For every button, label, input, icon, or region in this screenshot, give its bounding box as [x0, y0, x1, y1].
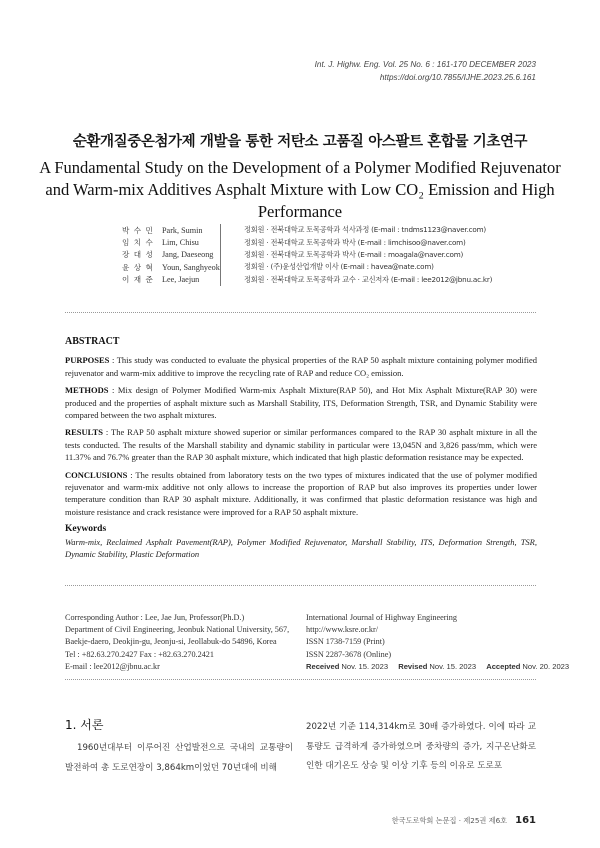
purposes-label: PURPOSES: [65, 355, 110, 366]
conclusions-label: CONCLUSIONS: [65, 469, 128, 480]
journal-name: International Journal of Highway Engineering: [306, 613, 457, 622]
keywords-text: Warm-mix, Reclaimed Asphalt Pavement(RAP), Polymer Modified Rejuvenator, Marshall Stability, ITS, Deformation Strength, TSR, Dynamic Stability, Plastic Deformation: [65, 536, 537, 560]
author-affiliation: 정회원 · 전북대학교 토목공학과 박사 (E-mail : limchisoo@naver.com): [244, 237, 466, 247]
author-english-name: Park, Sumin: [162, 225, 203, 235]
keywords-heading: Keywords: [65, 524, 107, 535]
article-dates: [306, 661, 577, 673]
section-heading-intro: 1. 서론: [65, 718, 104, 732]
author-affiliation: 정회원 · 전북대학교 토목공학과 박사 (E-mail : moagala@naver.com): [244, 249, 464, 259]
corr-author: Corresponding Author : Lee, Jae Jun, Professor(Ph.D.): [65, 613, 245, 622]
corr-dept: Department of Civil Engineering, Jeonbuk National University, 567,: [65, 625, 290, 635]
received-label: Received: [306, 661, 340, 671]
author-english-name: Youn, Sanghyeok: [162, 262, 220, 272]
corr-address: Baekje-daero, Deokjin-gu, Jeonju-si, Jeollabuk-do 54896, Korea: [65, 637, 277, 647]
abstract-heading: ABSTRACT: [65, 336, 120, 347]
divider-middle: [65, 585, 536, 586]
received-date: Nov. 15. 2023: [341, 661, 389, 671]
accepted-date: Nov. 20. 2023: [522, 661, 570, 671]
author-row: [122, 236, 492, 248]
revised-date: Nov. 15. 2023: [429, 661, 477, 671]
methods-label: METHODS: [65, 385, 109, 396]
author-korean-name: 윤 상 혁: [122, 262, 154, 272]
methods-text: : Mix design of Polymer Modified Warm-mix Asphalt Mixture(RAP 50), and Hot Mix Asphalt Mixture(RAP 30) were produced and the properties of asphalt mixture such as Marshall Stability, ITS, Deformation Strength, TSR, and Dynamic Stability were compared between the two asphalt mixtures.: [65, 385, 537, 421]
author-english-name: Jang, Daeseong: [162, 250, 214, 260]
purposes-text: : This study was conducted to evaluate the physical properties of the RAP 50 asphalt mixture containing polymer modified rejuvenator and warm-mix additive to improve the recycling rate of RAP and reduce CO₂ emission.: [65, 355, 537, 378]
footer-journal: 한국도로학회 논문집 · 제25권 제6호: [391, 816, 508, 825]
author-english-name: Lee, Jaejun: [162, 275, 200, 285]
abstract-results: [65, 426, 537, 463]
corr-phone: Tel : +82.63.270.2427 Fax : +82.63.270.2421: [65, 649, 214, 659]
issn-online: ISSN 2287-3678 (Online): [306, 649, 392, 659]
author-row: [122, 249, 492, 261]
journal-url[interactable]: http://www.ksre.or.kr/: [306, 625, 379, 635]
journal-reference: [315, 59, 536, 84]
accepted-label: Accepted: [486, 661, 521, 671]
page-footer: [392, 815, 536, 826]
author-korean-name: 장 대 성: [122, 250, 154, 260]
results-label: RESULTS: [65, 427, 103, 438]
conclusions-text: : The results obtained from laboratory tests on the two types of mixtures indicated that the use of polymer modified rejuvenator and warm-mix additive not only allows to increase the proportion of RAP but also improves its properties under lower temperature condition than RAP 30 asphalt mixture. Additionally, it was confirmed that plastic deformation resistance was high and moisture resistance and crack resistance were improved for a RAP 50 asphalt mixture.: [65, 469, 537, 517]
author-row: [122, 224, 492, 236]
intro-left-column: 1960년대부터 이루어진 산업발전으로 국내의 교통량이 발전하여 총 도로연장이 3,864km이었던 70년대에 비해: [65, 743, 293, 773]
issn-print: ISSN 1738-7159 (Print): [306, 637, 385, 647]
abstract-methods: [65, 384, 537, 421]
abstract-section: [65, 336, 537, 561]
correspondence-block: [65, 612, 289, 673]
divider-top: [65, 312, 536, 313]
author-divider: [220, 224, 221, 286]
title-korean: 순환개질중온첨가제 개발을 통한 저탄소 고품질 아스팔트 혼합물 기초연구: [72, 134, 528, 150]
author-korean-name: 박 수 민: [122, 225, 154, 235]
journal-info-block: [306, 612, 577, 673]
author-list: [122, 224, 492, 286]
author-affiliation: 정회원 · (주)윤성산업개발 이사 (E-mail : havea@nate.com): [244, 262, 434, 272]
journal-citation: Int. J. Highw. Eng. Vol. 25 No. 6 : 161-170 DECEMBER 2023: [314, 60, 536, 69]
author-row: [122, 261, 492, 273]
author-english-name: Lim, Chisu: [162, 238, 199, 248]
author-row: [122, 274, 492, 286]
doi-link[interactable]: https://doi.org/10.7855/IJHE.2023.25.6.161: [379, 72, 536, 82]
results-text: : The RAP 50 asphalt mixture showed superior or similar performances compared to the RAP 30 asphalt mixture in all the tests conducted. The results of the Marshall stability and dynamic stability in particular were 13,045N and 3,826 pass/mm, which were 11.37% and 76.7% greater than the RAP 30 asphalt mixture, which indicated that high plastic deformation resistance may be expected.: [65, 427, 537, 463]
intro-right-column: 2022년 기준 114,314km로 30배 증가하였다. 이에 따라 교통량도 급격하게 증가하였으며 중차량의 증가, 지구온난화로 인한 대기온도 상승 및 이상 기후 등의 이유로 도로포: [306, 722, 536, 771]
abstract-conclusions: [65, 469, 537, 519]
author-affiliation: 정회원 · 전북대학교 토목공학과 교수 · 교신저자 (E-mail : lee2012@jbnu.ac.kr): [244, 274, 493, 284]
author-affiliation: 정회원 · 전북대학교 토목공학과 석사과정 (E-mail : tndms1123@naver.com): [244, 225, 487, 235]
divider-bottom: [65, 679, 536, 680]
corr-email[interactable]: E-mail : lee2012@jbnu.ac.kr: [65, 661, 160, 671]
title-english: A Fundamental Study on the Development of a Polymer Modified Rejuvenator and Warm-mix Additives Asphalt Mixture with Low CO₂ Emission and High Performance: [39, 158, 561, 221]
abstract-purposes: [65, 354, 537, 379]
revised-label: Revised: [398, 661, 428, 671]
author-korean-name: 이 재 준: [122, 275, 154, 285]
page-number: 161: [515, 815, 536, 826]
author-korean-name: 임 치 수: [122, 238, 154, 248]
